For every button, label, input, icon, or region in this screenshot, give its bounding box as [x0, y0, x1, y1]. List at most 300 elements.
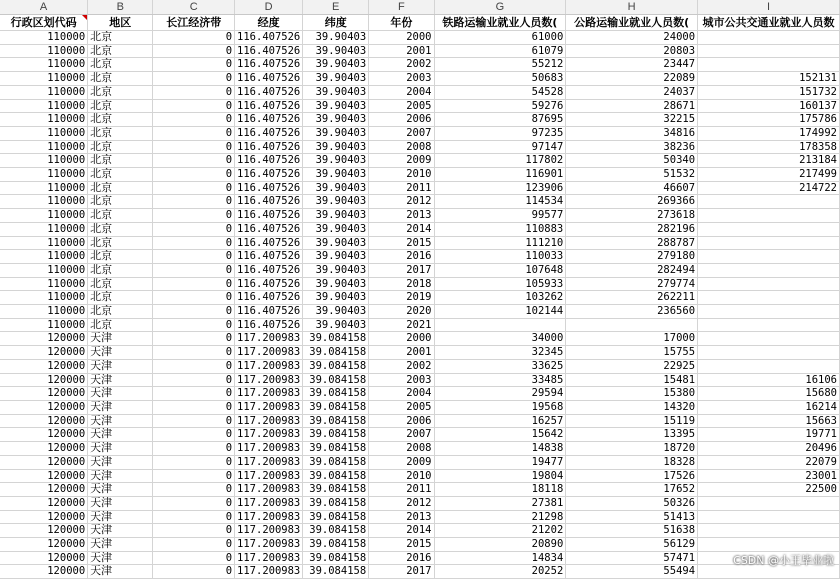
table-cell[interactable]: 110000 — [0, 318, 88, 332]
table-cell[interactable]: 116901 — [434, 168, 566, 182]
table-cell[interactable] — [698, 236, 840, 250]
table-cell[interactable]: 39.084158 — [303, 387, 369, 401]
table-cell[interactable]: 117.200983 — [235, 346, 303, 360]
table-cell[interactable]: 2019 — [369, 291, 434, 305]
table-cell[interactable]: 110000 — [0, 58, 88, 72]
table-cell[interactable]: 102144 — [434, 305, 566, 319]
table-cell[interactable]: 2015 — [369, 538, 434, 552]
table-cell[interactable]: 151732 — [698, 85, 840, 99]
table-cell[interactable]: 110000 — [0, 277, 88, 291]
table-cell[interactable]: 116.407526 — [235, 181, 303, 195]
table-cell[interactable]: 39.90403 — [303, 277, 369, 291]
table-cell[interactable]: 北京 — [88, 250, 153, 264]
table-cell[interactable]: 0 — [153, 387, 235, 401]
table-cell[interactable]: 117802 — [434, 154, 566, 168]
table-cell[interactable]: 39.90403 — [303, 236, 369, 250]
table-cell[interactable]: 21298 — [434, 510, 566, 524]
table-cell[interactable]: 天津 — [88, 442, 153, 456]
table-cell[interactable]: 117.200983 — [235, 483, 303, 497]
table-cell[interactable]: 120000 — [0, 483, 88, 497]
table-cell[interactable]: 0 — [153, 414, 235, 428]
table-cell[interactable]: 15642 — [434, 428, 566, 442]
table-cell[interactable]: 北京 — [88, 195, 153, 209]
table-cell[interactable]: 59276 — [434, 99, 566, 113]
table-cell[interactable]: 22500 — [698, 483, 840, 497]
table-cell[interactable]: 39.90403 — [303, 263, 369, 277]
column-header-e[interactable]: E — [303, 0, 369, 15]
table-cell[interactable]: 天津 — [88, 551, 153, 565]
table-cell[interactable]: 0 — [153, 181, 235, 195]
table-cell[interactable]: 19477 — [434, 455, 566, 469]
table-cell[interactable]: 北京 — [88, 126, 153, 140]
table-cell[interactable]: 120000 — [0, 442, 88, 456]
table-cell[interactable]: 120000 — [0, 565, 88, 579]
table-cell[interactable]: 174992 — [698, 126, 840, 140]
table-cell[interactable]: 279180 — [566, 250, 698, 264]
table-cell[interactable]: 39.90403 — [303, 99, 369, 113]
table-cell[interactable]: 39.90403 — [303, 154, 369, 168]
table-cell[interactable]: 天津 — [88, 565, 153, 579]
table-cell[interactable]: 15119 — [566, 414, 698, 428]
table-cell[interactable] — [698, 58, 840, 72]
table-cell[interactable]: 117.200983 — [235, 524, 303, 538]
table-cell[interactable]: 14320 — [566, 400, 698, 414]
table-cell[interactable]: 2004 — [369, 387, 434, 401]
table-cell[interactable]: 北京 — [88, 291, 153, 305]
table-cell[interactable]: 2005 — [369, 400, 434, 414]
table-cell[interactable]: 116.407526 — [235, 209, 303, 223]
table-cell[interactable]: 天津 — [88, 332, 153, 346]
field-header-cell[interactable]: 经度 — [235, 15, 303, 31]
table-cell[interactable]: 39.084158 — [303, 469, 369, 483]
table-cell[interactable]: 110033 — [434, 250, 566, 264]
field-header-cell[interactable]: 地区 — [88, 15, 153, 31]
table-cell[interactable] — [698, 222, 840, 236]
table-cell[interactable]: 2007 — [369, 428, 434, 442]
table-cell[interactable]: 北京 — [88, 236, 153, 250]
table-cell[interactable]: 天津 — [88, 373, 153, 387]
table-cell[interactable]: 北京 — [88, 263, 153, 277]
table-cell[interactable]: 110000 — [0, 181, 88, 195]
table-cell[interactable]: 50683 — [434, 72, 566, 86]
table-cell[interactable]: 17000 — [566, 332, 698, 346]
table-cell[interactable]: 0 — [153, 524, 235, 538]
table-cell[interactable]: 51413 — [566, 510, 698, 524]
table-cell[interactable]: 17652 — [566, 483, 698, 497]
table-cell[interactable]: 117.200983 — [235, 538, 303, 552]
table-cell[interactable]: 23447 — [566, 58, 698, 72]
table-cell[interactable]: 天津 — [88, 496, 153, 510]
table-cell[interactable]: 天津 — [88, 359, 153, 373]
table-cell[interactable]: 0 — [153, 455, 235, 469]
table-cell[interactable]: 116.407526 — [235, 99, 303, 113]
table-cell[interactable]: 天津 — [88, 455, 153, 469]
table-cell[interactable]: 116.407526 — [235, 126, 303, 140]
table-cell[interactable]: 天津 — [88, 428, 153, 442]
table-cell[interactable]: 32345 — [434, 346, 566, 360]
table-cell[interactable] — [698, 346, 840, 360]
table-cell[interactable]: 39.90403 — [303, 85, 369, 99]
table-cell[interactable]: 16106 — [698, 373, 840, 387]
table-cell[interactable]: 39.90403 — [303, 44, 369, 58]
table-cell[interactable]: 2012 — [369, 496, 434, 510]
table-cell[interactable]: 110000 — [0, 154, 88, 168]
table-cell[interactable]: 0 — [153, 99, 235, 113]
table-cell[interactable]: 120000 — [0, 359, 88, 373]
table-cell[interactable]: 103262 — [434, 291, 566, 305]
table-cell[interactable]: 57471 — [566, 551, 698, 565]
table-cell[interactable]: 2014 — [369, 222, 434, 236]
table-cell[interactable] — [698, 359, 840, 373]
table-cell[interactable]: 0 — [153, 126, 235, 140]
table-cell[interactable]: 120000 — [0, 387, 88, 401]
table-cell[interactable]: 39.084158 — [303, 373, 369, 387]
table-cell[interactable]: 116.407526 — [235, 140, 303, 154]
table-cell[interactable]: 2002 — [369, 359, 434, 373]
table-cell[interactable]: 天津 — [88, 524, 153, 538]
table-cell[interactable] — [698, 263, 840, 277]
table-cell[interactable]: 0 — [153, 250, 235, 264]
table-cell[interactable]: 2001 — [369, 44, 434, 58]
table-cell[interactable]: 120000 — [0, 551, 88, 565]
column-header-b[interactable]: B — [88, 0, 153, 15]
table-cell[interactable]: 117.200983 — [235, 428, 303, 442]
table-cell[interactable]: 0 — [153, 85, 235, 99]
table-cell[interactable]: 116.407526 — [235, 236, 303, 250]
table-cell[interactable]: 39.084158 — [303, 524, 369, 538]
table-cell[interactable]: 0 — [153, 373, 235, 387]
table-cell[interactable]: 236560 — [566, 305, 698, 319]
table-cell[interactable]: 34000 — [434, 332, 566, 346]
table-cell[interactable]: 117.200983 — [235, 387, 303, 401]
table-cell[interactable]: 39.084158 — [303, 565, 369, 579]
table-cell[interactable]: 110000 — [0, 126, 88, 140]
table-cell[interactable]: 0 — [153, 58, 235, 72]
table-cell[interactable]: 天津 — [88, 387, 153, 401]
table-cell[interactable]: 北京 — [88, 58, 153, 72]
table-cell[interactable]: 0 — [153, 483, 235, 497]
field-header-cell[interactable]: 纬度 — [303, 15, 369, 31]
table-cell[interactable]: 17526 — [566, 469, 698, 483]
table-cell[interactable]: 117.200983 — [235, 373, 303, 387]
table-cell[interactable]: 0 — [153, 551, 235, 565]
table-cell[interactable]: 2016 — [369, 250, 434, 264]
table-cell[interactable]: 110000 — [0, 168, 88, 182]
table-cell[interactable]: 117.200983 — [235, 400, 303, 414]
table-cell[interactable]: 39.084158 — [303, 483, 369, 497]
table-cell[interactable] — [698, 305, 840, 319]
table-cell[interactable]: 0 — [153, 291, 235, 305]
table-cell[interactable]: 0 — [153, 113, 235, 127]
field-header-cell[interactable]: 铁路运输业就业人员数( — [434, 15, 566, 31]
table-cell[interactable]: 0 — [153, 346, 235, 360]
table-cell[interactable]: 55212 — [434, 58, 566, 72]
table-cell[interactable] — [698, 538, 840, 552]
table-cell[interactable]: 38236 — [566, 140, 698, 154]
field-header-cell[interactable]: 长江经济带 — [153, 15, 235, 31]
table-cell[interactable]: 23001 — [698, 469, 840, 483]
table-cell[interactable]: 116.407526 — [235, 44, 303, 58]
table-cell[interactable]: 0 — [153, 140, 235, 154]
table-cell[interactable]: 110000 — [0, 113, 88, 127]
table-cell[interactable]: 39.084158 — [303, 538, 369, 552]
table-cell[interactable]: 2005 — [369, 99, 434, 113]
table-cell[interactable] — [698, 496, 840, 510]
table-cell[interactable]: 0 — [153, 400, 235, 414]
table-cell[interactable]: 2000 — [369, 31, 434, 45]
table-cell[interactable]: 北京 — [88, 44, 153, 58]
table-cell[interactable]: 27381 — [434, 496, 566, 510]
table-cell[interactable]: 29594 — [434, 387, 566, 401]
table-cell[interactable]: 北京 — [88, 209, 153, 223]
table-cell[interactable]: 120000 — [0, 428, 88, 442]
table-cell[interactable]: 117.200983 — [235, 510, 303, 524]
table-cell[interactable]: 15663 — [698, 414, 840, 428]
table-cell[interactable]: 北京 — [88, 318, 153, 332]
table-cell[interactable]: 北京 — [88, 31, 153, 45]
table-cell[interactable]: 39.90403 — [303, 209, 369, 223]
table-cell[interactable]: 214722 — [698, 181, 840, 195]
column-header-i[interactable]: I — [698, 0, 840, 15]
table-cell[interactable]: 97147 — [434, 140, 566, 154]
table-cell[interactable]: 39.90403 — [303, 305, 369, 319]
table-cell[interactable]: 16257 — [434, 414, 566, 428]
table-cell[interactable]: 110000 — [0, 305, 88, 319]
table-cell[interactable]: 0 — [153, 263, 235, 277]
table-cell[interactable]: 0 — [153, 168, 235, 182]
table-cell[interactable]: 116.407526 — [235, 305, 303, 319]
table-cell[interactable]: 0 — [153, 277, 235, 291]
table-cell[interactable]: 0 — [153, 209, 235, 223]
table-cell[interactable]: 39.90403 — [303, 31, 369, 45]
table-cell[interactable] — [698, 31, 840, 45]
table-cell[interactable]: 39.084158 — [303, 332, 369, 346]
table-cell[interactable]: 15680 — [698, 387, 840, 401]
table-cell[interactable]: 33485 — [434, 373, 566, 387]
table-cell[interactable]: 天津 — [88, 510, 153, 524]
table-cell[interactable]: 273618 — [566, 209, 698, 223]
table-cell[interactable]: 39.084158 — [303, 414, 369, 428]
table-cell[interactable]: 120000 — [0, 332, 88, 346]
table-cell[interactable]: 39.90403 — [303, 250, 369, 264]
table-cell[interactable] — [698, 195, 840, 209]
table-cell[interactable]: 0 — [153, 236, 235, 250]
table-cell[interactable]: 2006 — [369, 414, 434, 428]
table-cell[interactable]: 160137 — [698, 99, 840, 113]
column-header-h[interactable]: H — [566, 0, 698, 15]
table-cell[interactable]: 110000 — [0, 195, 88, 209]
table-cell[interactable]: 39.90403 — [303, 222, 369, 236]
table-cell[interactable]: 22079 — [698, 455, 840, 469]
table-cell[interactable]: 2010 — [369, 168, 434, 182]
table-cell[interactable]: 51532 — [566, 168, 698, 182]
table-cell[interactable]: 152131 — [698, 72, 840, 86]
table-cell[interactable]: 北京 — [88, 99, 153, 113]
table-cell[interactable]: 55494 — [566, 565, 698, 579]
table-cell[interactable]: 13395 — [566, 428, 698, 442]
table-cell[interactable]: 123906 — [434, 181, 566, 195]
table-cell[interactable]: 117.200983 — [235, 359, 303, 373]
table-cell[interactable]: 0 — [153, 195, 235, 209]
table-cell[interactable]: 2003 — [369, 72, 434, 86]
table-cell[interactable]: 50326 — [566, 496, 698, 510]
table-cell[interactable]: 0 — [153, 332, 235, 346]
table-cell[interactable]: 2016 — [369, 551, 434, 565]
table-cell[interactable]: 217499 — [698, 168, 840, 182]
table-cell[interactable]: 2021 — [369, 318, 434, 332]
table-cell[interactable]: 22089 — [566, 72, 698, 86]
table-cell[interactable]: 39.90403 — [303, 168, 369, 182]
table-cell[interactable]: 0 — [153, 442, 235, 456]
table-cell[interactable]: 2001 — [369, 346, 434, 360]
table-cell[interactable]: 117.200983 — [235, 332, 303, 346]
table-cell[interactable]: 2004 — [369, 85, 434, 99]
table-cell[interactable]: 116.407526 — [235, 31, 303, 45]
table-cell[interactable]: 116.407526 — [235, 154, 303, 168]
table-cell[interactable]: 北京 — [88, 277, 153, 291]
table-cell[interactable]: 15755 — [566, 346, 698, 360]
table-cell[interactable]: 15380 — [566, 387, 698, 401]
table-cell[interactable]: 北京 — [88, 168, 153, 182]
table-cell[interactable]: 175786 — [698, 113, 840, 127]
table-cell[interactable]: 39.084158 — [303, 442, 369, 456]
table-cell[interactable]: 33625 — [434, 359, 566, 373]
table-cell[interactable]: 天津 — [88, 414, 153, 428]
table-cell[interactable]: 2008 — [369, 140, 434, 154]
table-cell[interactable]: 0 — [153, 469, 235, 483]
table-cell[interactable]: 110883 — [434, 222, 566, 236]
table-cell[interactable]: 39.084158 — [303, 551, 369, 565]
table-cell[interactable]: 0 — [153, 222, 235, 236]
table-cell[interactable]: 116.407526 — [235, 277, 303, 291]
table-cell[interactable]: 0 — [153, 154, 235, 168]
table-cell[interactable] — [698, 250, 840, 264]
table-cell[interactable]: 39.90403 — [303, 140, 369, 154]
table-cell[interactable]: 120000 — [0, 414, 88, 428]
table-cell[interactable]: 2017 — [369, 263, 434, 277]
table-cell[interactable]: 116.407526 — [235, 250, 303, 264]
table-cell[interactable]: 北京 — [88, 85, 153, 99]
table-cell[interactable]: 110000 — [0, 236, 88, 250]
table-cell[interactable]: 0 — [153, 305, 235, 319]
table-cell[interactable]: 39.084158 — [303, 400, 369, 414]
table-cell[interactable]: 32215 — [566, 113, 698, 127]
table-cell[interactable]: 99577 — [434, 209, 566, 223]
table-cell[interactable]: 97235 — [434, 126, 566, 140]
table-cell[interactable] — [698, 44, 840, 58]
table-cell[interactable]: 120000 — [0, 469, 88, 483]
table-cell[interactable]: 0 — [153, 72, 235, 86]
table-cell[interactable]: 110000 — [0, 140, 88, 154]
table-cell[interactable]: 2011 — [369, 483, 434, 497]
table-cell[interactable]: 34816 — [566, 126, 698, 140]
table-cell[interactable]: 39.084158 — [303, 359, 369, 373]
table-cell[interactable]: 213184 — [698, 154, 840, 168]
table-cell[interactable]: 262211 — [566, 291, 698, 305]
table-cell[interactable]: 120000 — [0, 510, 88, 524]
table-cell[interactable]: 116.407526 — [235, 113, 303, 127]
table-cell[interactable]: 117.200983 — [235, 565, 303, 579]
table-cell[interactable]: 0 — [153, 538, 235, 552]
table-cell[interactable]: 19804 — [434, 469, 566, 483]
table-cell[interactable]: 51638 — [566, 524, 698, 538]
table-cell[interactable]: 2013 — [369, 510, 434, 524]
table-cell[interactable]: 14838 — [434, 442, 566, 456]
table-cell[interactable]: 0 — [153, 44, 235, 58]
table-cell[interactable]: 2012 — [369, 195, 434, 209]
table-cell[interactable]: 39.90403 — [303, 195, 369, 209]
table-cell[interactable]: 282196 — [566, 222, 698, 236]
table-cell[interactable]: 0 — [153, 496, 235, 510]
table-cell[interactable]: 20890 — [434, 538, 566, 552]
table-cell[interactable]: 天津 — [88, 538, 153, 552]
field-header-cell[interactable]: 城市公共交通业就业人员数 — [698, 15, 840, 31]
table-cell[interactable]: 20252 — [434, 565, 566, 579]
table-cell[interactable]: 19771 — [698, 428, 840, 442]
table-cell[interactable]: 北京 — [88, 140, 153, 154]
table-cell[interactable] — [698, 291, 840, 305]
table-cell[interactable]: 110000 — [0, 263, 88, 277]
table-cell[interactable]: 110000 — [0, 31, 88, 45]
table-cell[interactable]: 110000 — [0, 291, 88, 305]
table-cell[interactable]: 0 — [153, 318, 235, 332]
table-cell[interactable]: 120000 — [0, 455, 88, 469]
table-cell[interactable]: 61079 — [434, 44, 566, 58]
table-cell[interactable] — [698, 510, 840, 524]
table-cell[interactable]: 56129 — [566, 538, 698, 552]
table-cell[interactable] — [698, 277, 840, 291]
table-cell[interactable]: 北京 — [88, 154, 153, 168]
table-cell[interactable]: 39.90403 — [303, 72, 369, 86]
table-cell[interactable]: 2009 — [369, 455, 434, 469]
table-cell[interactable]: 39.90403 — [303, 126, 369, 140]
table-cell[interactable]: 2014 — [369, 524, 434, 538]
table-cell[interactable]: 24037 — [566, 85, 698, 99]
table-cell[interactable] — [566, 318, 698, 332]
table-cell[interactable]: 20803 — [566, 44, 698, 58]
column-header-a[interactable]: A — [0, 0, 88, 15]
column-header-c[interactable]: C — [153, 0, 235, 15]
field-header-cell[interactable]: 年份 — [369, 15, 434, 31]
table-cell[interactable]: 282494 — [566, 263, 698, 277]
table-cell[interactable]: 107648 — [434, 263, 566, 277]
table-cell[interactable]: 110000 — [0, 250, 88, 264]
table-cell[interactable]: 0 — [153, 510, 235, 524]
table-cell[interactable]: 39.084158 — [303, 510, 369, 524]
table-cell[interactable]: 0 — [153, 428, 235, 442]
table-cell[interactable] — [698, 524, 840, 538]
table-cell[interactable]: 天津 — [88, 483, 153, 497]
table-cell[interactable]: 2020 — [369, 305, 434, 319]
table-cell[interactable]: 14834 — [434, 551, 566, 565]
table-cell[interactable]: 117.200983 — [235, 414, 303, 428]
table-cell[interactable]: 2008 — [369, 442, 434, 456]
table-cell[interactable]: 21202 — [434, 524, 566, 538]
table-cell[interactable]: 117.200983 — [235, 551, 303, 565]
table-cell[interactable]: 61000 — [434, 31, 566, 45]
table-cell[interactable]: 28671 — [566, 99, 698, 113]
table-cell[interactable]: 2003 — [369, 373, 434, 387]
table-cell[interactable] — [698, 318, 840, 332]
table-cell[interactable]: 2007 — [369, 126, 434, 140]
table-cell[interactable]: 2013 — [369, 209, 434, 223]
table-cell[interactable]: 178358 — [698, 140, 840, 154]
table-cell[interactable]: 116.407526 — [235, 318, 303, 332]
table-cell[interactable]: 105933 — [434, 277, 566, 291]
table-cell[interactable]: 111210 — [434, 236, 566, 250]
table-cell[interactable]: 117.200983 — [235, 442, 303, 456]
table-cell[interactable]: 15481 — [566, 373, 698, 387]
